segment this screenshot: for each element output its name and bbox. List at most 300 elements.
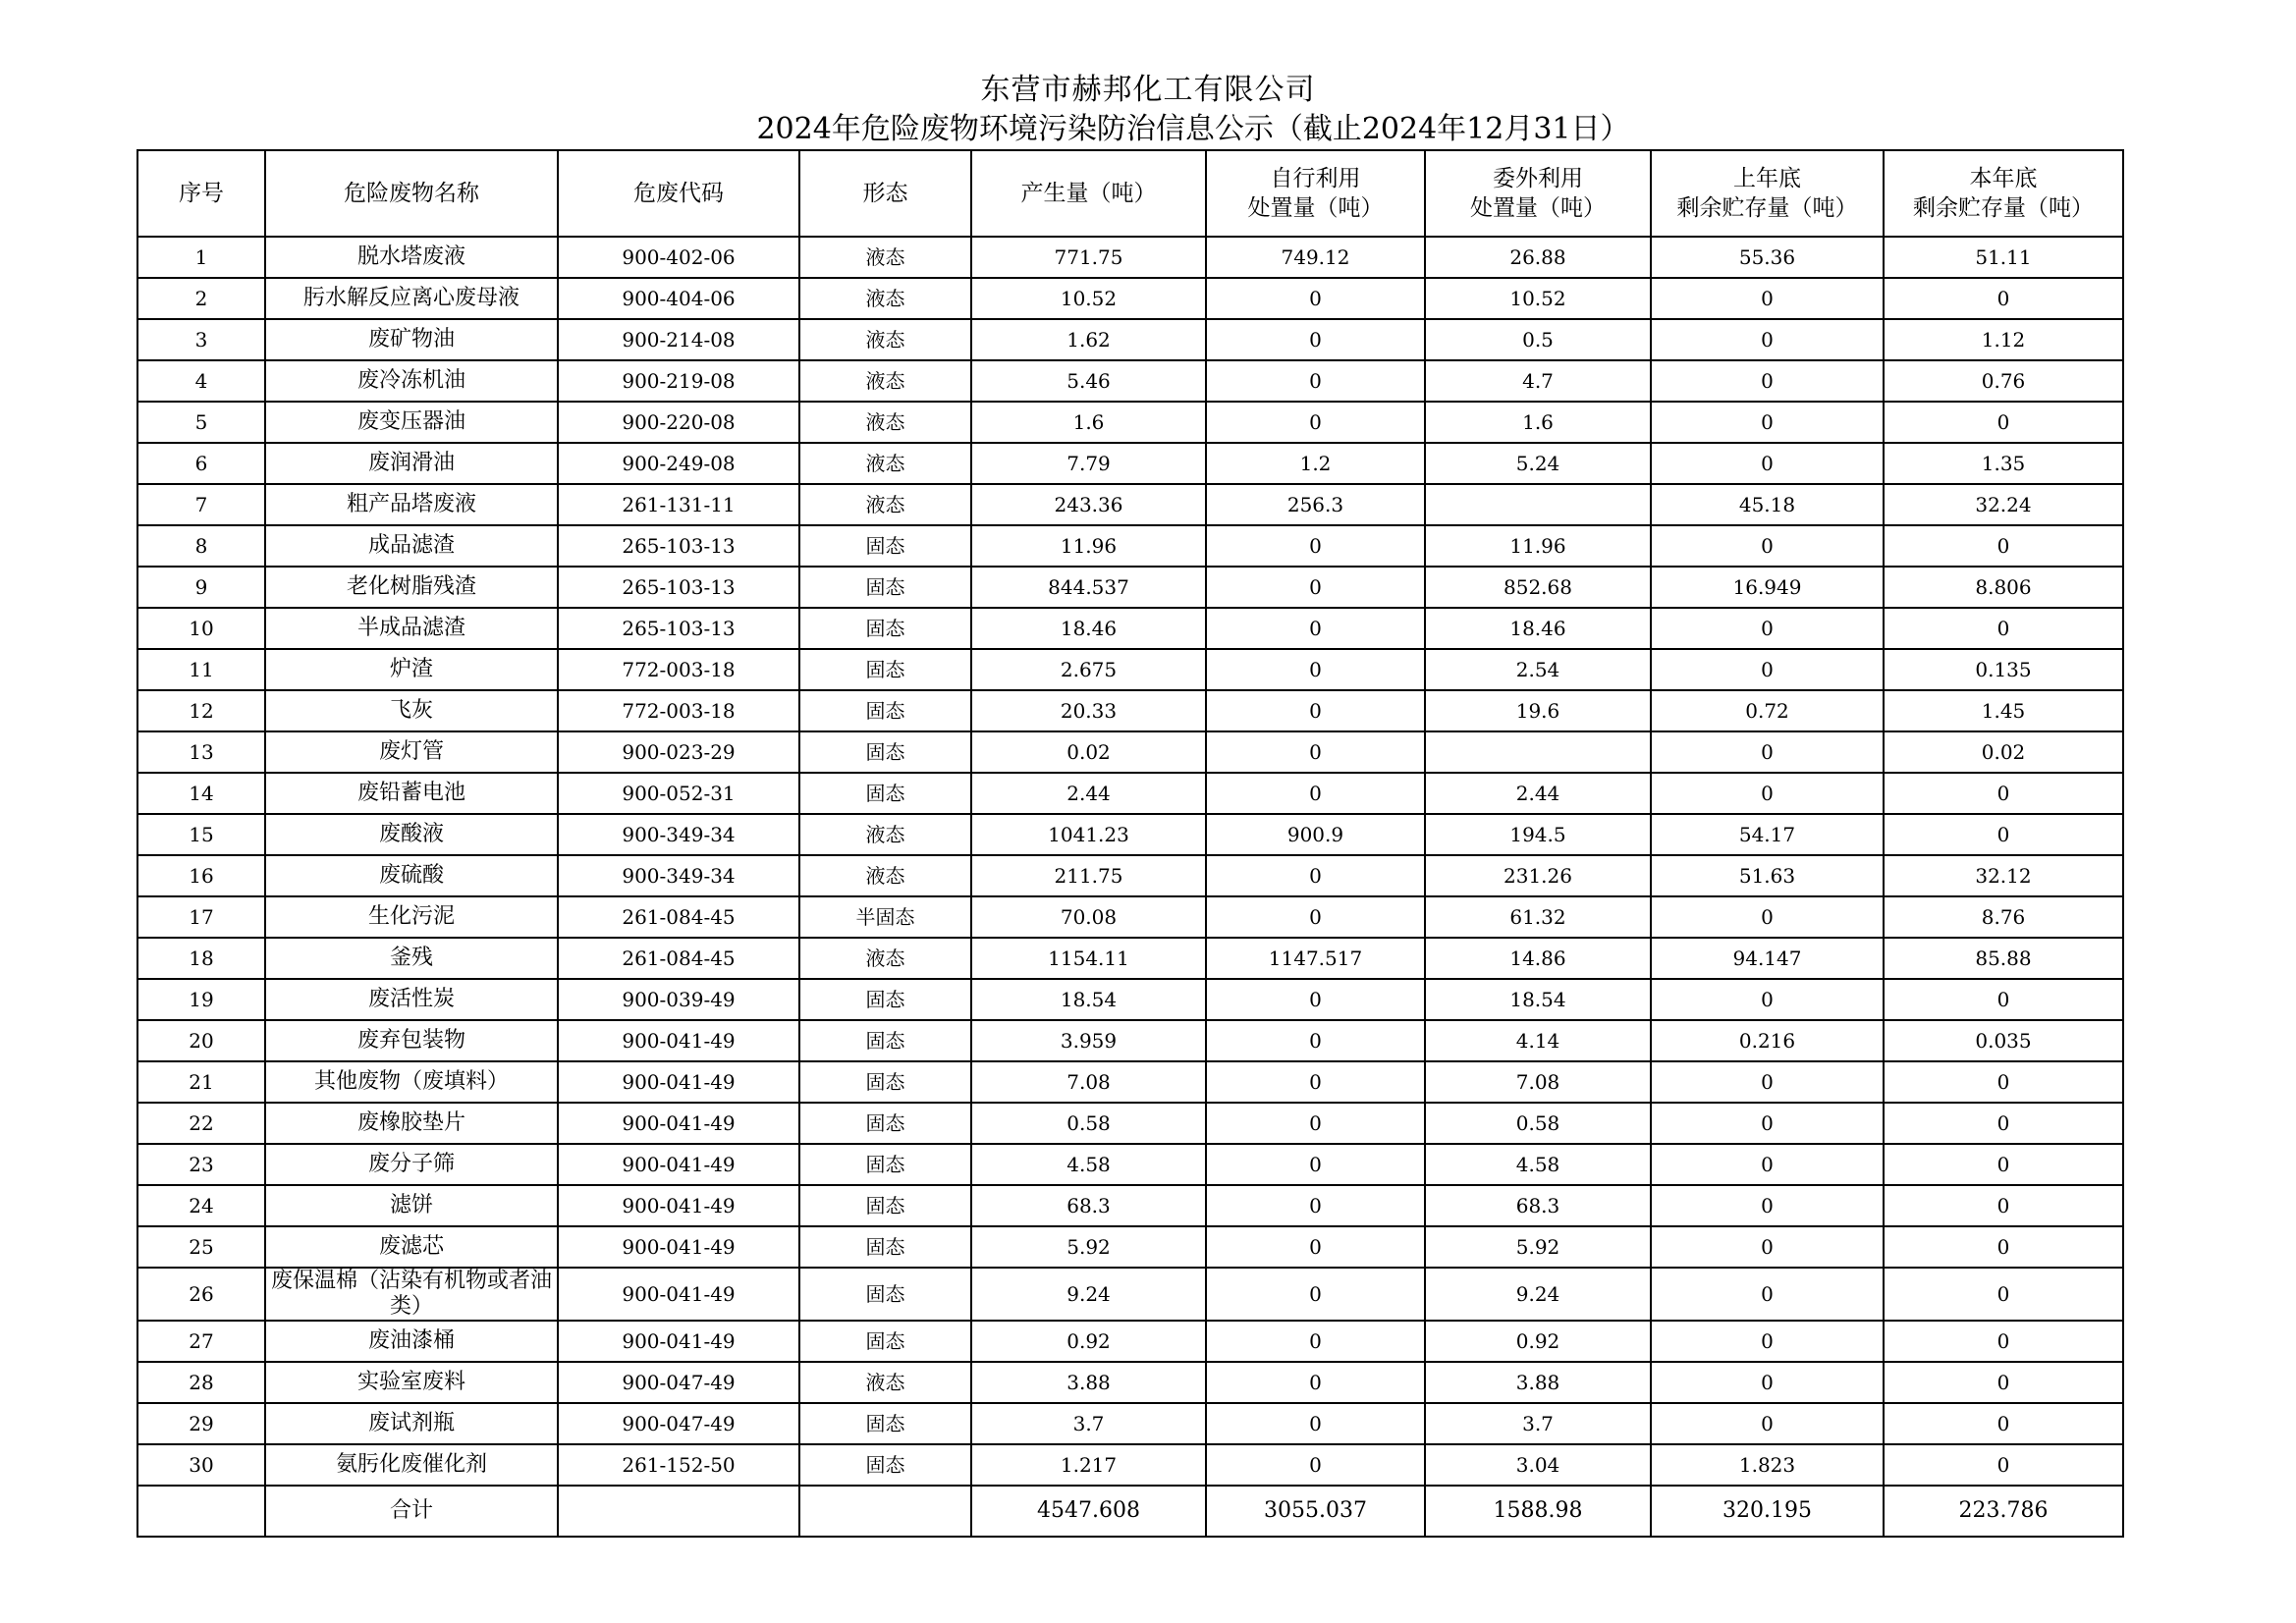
- waste-form: 液态: [799, 402, 971, 443]
- waste-name: 粗产品塔废液: [265, 484, 558, 525]
- waste-name: 废铅蓄电池: [265, 773, 558, 814]
- prev-stock-amount: 0: [1651, 1362, 1884, 1403]
- waste-name: 实验室废料: [265, 1362, 558, 1403]
- row-index: 5: [137, 402, 265, 443]
- waste-code: 261-084-45: [558, 938, 799, 979]
- total-outsourced: 1588.98: [1425, 1486, 1651, 1537]
- self-use-amount: 0: [1206, 1403, 1425, 1444]
- outsourced-amount: 4.58: [1425, 1144, 1651, 1185]
- prev-stock-amount: 0: [1651, 360, 1884, 402]
- row-index: 11: [137, 649, 265, 690]
- produced-amount: 771.75: [971, 237, 1206, 278]
- waste-code: 900-047-49: [558, 1362, 799, 1403]
- curr-stock-amount: 0: [1884, 1061, 2123, 1103]
- table-row: [137, 896, 2123, 938]
- waste-name: 半成品滤渣: [265, 608, 558, 649]
- outsourced-amount: 5.24: [1425, 443, 1651, 484]
- row-index: 8: [137, 525, 265, 567]
- produced-amount: 3.88: [971, 1362, 1206, 1403]
- self-use-amount: 0: [1206, 649, 1425, 690]
- waste-code: 900-041-49: [558, 1020, 799, 1061]
- waste-code: 261-084-45: [558, 896, 799, 938]
- outsourced-amount: 9.24: [1425, 1268, 1651, 1321]
- self-use-amount: 0: [1206, 567, 1425, 608]
- waste-name: 釜残: [265, 938, 558, 979]
- self-use-amount: 0: [1206, 1226, 1425, 1268]
- curr-stock-amount: 0: [1884, 608, 2123, 649]
- outsourced-amount: 3.04: [1425, 1444, 1651, 1486]
- outsourced-amount: 4.14: [1425, 1020, 1651, 1061]
- table-row: [137, 1061, 2123, 1103]
- row-index: 18: [137, 938, 265, 979]
- prev-stock-amount: 45.18: [1651, 484, 1884, 525]
- produced-amount: 0.02: [971, 731, 1206, 773]
- waste-name: 废灯管: [265, 731, 558, 773]
- row-index: 29: [137, 1403, 265, 1444]
- self-use-amount: 0: [1206, 1144, 1425, 1185]
- produced-amount: 20.33: [971, 690, 1206, 731]
- table-row: [137, 525, 2123, 567]
- self-use-amount: 0: [1206, 855, 1425, 896]
- waste-form: 固态: [799, 1061, 971, 1103]
- waste-code: 900-220-08: [558, 402, 799, 443]
- curr-stock-amount: 0: [1884, 1403, 2123, 1444]
- outsourced-amount: [1425, 731, 1651, 773]
- waste-form: 固态: [799, 1444, 971, 1486]
- waste-form: 固态: [799, 690, 971, 731]
- table-row: [137, 1144, 2123, 1185]
- curr-stock-amount: 0: [1884, 1268, 2123, 1321]
- table-row: [137, 1020, 2123, 1061]
- curr-stock-amount: 0.02: [1884, 731, 2123, 773]
- outsourced-amount: 7.08: [1425, 1061, 1651, 1103]
- total-form-cell: [799, 1486, 971, 1537]
- waste-code: 265-103-13: [558, 567, 799, 608]
- waste-name: 废矿物油: [265, 319, 558, 360]
- table-row: [137, 237, 2123, 278]
- prev-stock-amount: 0: [1651, 979, 1884, 1020]
- curr-stock-amount: 0: [1884, 278, 2123, 319]
- self-use-amount: 0: [1206, 731, 1425, 773]
- outsourced-amount: 852.68: [1425, 567, 1651, 608]
- curr-stock-amount: 0: [1884, 979, 2123, 1020]
- waste-name: 废滤芯: [265, 1226, 558, 1268]
- waste-code: 261-131-11: [558, 484, 799, 525]
- table-row: [137, 567, 2123, 608]
- report-subtitle: 2024年危险废物环境污染防治信息公示（截止2024年12月31日）: [756, 112, 1630, 146]
- curr-stock-amount: 32.12: [1884, 855, 2123, 896]
- waste-form: 固态: [799, 1268, 971, 1321]
- prev-stock-amount: 1.823: [1651, 1444, 1884, 1486]
- waste-form: 固态: [799, 1226, 971, 1268]
- waste-form: 固态: [799, 1020, 971, 1061]
- waste-code: 900-041-49: [558, 1268, 799, 1321]
- prev-stock-amount: 0.216: [1651, 1020, 1884, 1061]
- table-row: [137, 1362, 2123, 1403]
- total-index-cell: [137, 1486, 265, 1537]
- produced-amount: 5.46: [971, 360, 1206, 402]
- waste-form: 固态: [799, 1403, 971, 1444]
- waste-name: 废变压器油: [265, 402, 558, 443]
- produced-amount: 3.959: [971, 1020, 1206, 1061]
- outsourced-amount: 14.86: [1425, 938, 1651, 979]
- total-self-use: 3055.037: [1206, 1486, 1425, 1537]
- row-index: 16: [137, 855, 265, 896]
- self-use-amount: 256.3: [1206, 484, 1425, 525]
- table-row: [137, 938, 2123, 979]
- outsourced-amount: 0.92: [1425, 1321, 1651, 1362]
- table-row: [137, 649, 2123, 690]
- row-index: 26: [137, 1268, 265, 1321]
- produced-amount: 1041.23: [971, 814, 1206, 855]
- waste-form: 液态: [799, 938, 971, 979]
- table-row: [137, 1444, 2123, 1486]
- document-title-block: [0, 71, 2296, 149]
- table-row: [137, 1403, 2123, 1444]
- waste-form: 液态: [799, 1362, 971, 1403]
- curr-stock-amount: 0: [1884, 1226, 2123, 1268]
- self-use-amount: 0: [1206, 690, 1425, 731]
- outsourced-amount: 0.58: [1425, 1103, 1651, 1144]
- waste-code: 900-023-29: [558, 731, 799, 773]
- outsourced-amount: 1.6: [1425, 402, 1651, 443]
- curr-stock-amount: 0: [1884, 773, 2123, 814]
- waste-form: 固态: [799, 1185, 971, 1226]
- prev-stock-amount: 0: [1651, 1103, 1884, 1144]
- produced-amount: 1154.11: [971, 938, 1206, 979]
- header-curr-stock: 本年底 剩余贮存量（吨）: [1884, 150, 2123, 237]
- table-row: [137, 402, 2123, 443]
- waste-code: 900-039-49: [558, 979, 799, 1020]
- waste-name: 滤饼: [265, 1185, 558, 1226]
- waste-name: 废油漆桶: [265, 1321, 558, 1362]
- waste-code: 900-349-34: [558, 814, 799, 855]
- waste-form: 液态: [799, 814, 971, 855]
- produced-amount: 1.217: [971, 1444, 1206, 1486]
- waste-name: 废酸液: [265, 814, 558, 855]
- row-index: 23: [137, 1144, 265, 1185]
- outsourced-amount: 4.7: [1425, 360, 1651, 402]
- curr-stock-amount: 0.035: [1884, 1020, 2123, 1061]
- curr-stock-amount: 51.11: [1884, 237, 2123, 278]
- prev-stock-amount: 0: [1651, 525, 1884, 567]
- waste-code: 261-152-50: [558, 1444, 799, 1486]
- row-index: 4: [137, 360, 265, 402]
- outsourced-amount: 5.92: [1425, 1226, 1651, 1268]
- self-use-amount: 0: [1206, 979, 1425, 1020]
- produced-amount: 1.62: [971, 319, 1206, 360]
- row-index: 3: [137, 319, 265, 360]
- self-use-amount: 0: [1206, 1185, 1425, 1226]
- waste-name: 成品滤渣: [265, 525, 558, 567]
- outsourced-amount: 2.44: [1425, 773, 1651, 814]
- self-use-amount: 749.12: [1206, 237, 1425, 278]
- waste-code: 900-349-34: [558, 855, 799, 896]
- row-index: 24: [137, 1185, 265, 1226]
- row-index: 9: [137, 567, 265, 608]
- table-row: [137, 484, 2123, 525]
- curr-stock-amount: 1.12: [1884, 319, 2123, 360]
- waste-code: 900-041-49: [558, 1061, 799, 1103]
- produced-amount: 70.08: [971, 896, 1206, 938]
- prev-stock-amount: 0: [1651, 731, 1884, 773]
- row-index: 13: [137, 731, 265, 773]
- outsourced-amount: 18.46: [1425, 608, 1651, 649]
- prev-stock-amount: 0.72: [1651, 690, 1884, 731]
- row-index: 19: [137, 979, 265, 1020]
- produced-amount: 243.36: [971, 484, 1206, 525]
- prev-stock-amount: 0: [1651, 1144, 1884, 1185]
- prev-stock-amount: 0: [1651, 278, 1884, 319]
- waste-code: 900-052-31: [558, 773, 799, 814]
- waste-name: 废活性炭: [265, 979, 558, 1020]
- row-index: 27: [137, 1321, 265, 1362]
- produced-amount: 1.6: [971, 402, 1206, 443]
- total-label: 合计: [265, 1486, 558, 1537]
- waste-form: 固态: [799, 773, 971, 814]
- row-index: 20: [137, 1020, 265, 1061]
- curr-stock-amount: 0: [1884, 1321, 2123, 1362]
- prev-stock-amount: 0: [1651, 1268, 1884, 1321]
- prev-stock-amount: 54.17: [1651, 814, 1884, 855]
- prev-stock-amount: 51.63: [1651, 855, 1884, 896]
- produced-amount: 7.79: [971, 443, 1206, 484]
- waste-form: 固态: [799, 1321, 971, 1362]
- prev-stock-amount: 0: [1651, 608, 1884, 649]
- row-index: 15: [137, 814, 265, 855]
- waste-form: 固态: [799, 649, 971, 690]
- table-row: [137, 443, 2123, 484]
- prev-stock-amount: 0: [1651, 1321, 1884, 1362]
- prev-stock-amount: 0: [1651, 402, 1884, 443]
- self-use-amount: 0: [1206, 1362, 1425, 1403]
- produced-amount: 68.3: [971, 1185, 1206, 1226]
- curr-stock-amount: 0: [1884, 1444, 2123, 1486]
- curr-stock-amount: 0.76: [1884, 360, 2123, 402]
- waste-name: 其他废物（废填料）: [265, 1061, 558, 1103]
- produced-amount: 18.46: [971, 608, 1206, 649]
- waste-name: 废润滑油: [265, 443, 558, 484]
- self-use-amount: 1.2: [1206, 443, 1425, 484]
- row-index: 1: [137, 237, 265, 278]
- waste-form: 液态: [799, 443, 971, 484]
- row-index: 12: [137, 690, 265, 731]
- waste-form: 液态: [799, 484, 971, 525]
- curr-stock-amount: 8.806: [1884, 567, 2123, 608]
- waste-name: 废试剂瓶: [265, 1403, 558, 1444]
- waste-name: 废保温棉（沾染有机物或者油类）: [265, 1268, 558, 1321]
- waste-code: 900-041-49: [558, 1321, 799, 1362]
- table-row: [137, 1185, 2123, 1226]
- table-row: [137, 773, 2123, 814]
- row-index: 2: [137, 278, 265, 319]
- waste-code: 772-003-18: [558, 690, 799, 731]
- row-index: 17: [137, 896, 265, 938]
- self-use-amount: 0: [1206, 319, 1425, 360]
- outsourced-amount: 0.5: [1425, 319, 1651, 360]
- hazardous-waste-table: [137, 149, 2124, 1538]
- header-form: 形态: [799, 150, 971, 237]
- waste-code: 900-041-49: [558, 1226, 799, 1268]
- prev-stock-amount: 16.949: [1651, 567, 1884, 608]
- waste-form: 液态: [799, 237, 971, 278]
- header-index: 序号: [137, 150, 265, 237]
- prev-stock-amount: 55.36: [1651, 237, 1884, 278]
- curr-stock-amount: 1.45: [1884, 690, 2123, 731]
- produced-amount: 0.92: [971, 1321, 1206, 1362]
- waste-code: 265-103-13: [558, 525, 799, 567]
- curr-stock-amount: 0: [1884, 402, 2123, 443]
- waste-name: 废弃包装物: [265, 1020, 558, 1061]
- waste-code: 900-404-06: [558, 278, 799, 319]
- table-row: [137, 1268, 2123, 1321]
- outsourced-amount: 231.26: [1425, 855, 1651, 896]
- curr-stock-amount: 8.76: [1884, 896, 2123, 938]
- row-index: 14: [137, 773, 265, 814]
- outsourced-amount: 18.54: [1425, 979, 1651, 1020]
- self-use-amount: 0: [1206, 773, 1425, 814]
- produced-amount: 2.675: [971, 649, 1206, 690]
- self-use-amount: 900.9: [1206, 814, 1425, 855]
- waste-form: 固态: [799, 608, 971, 649]
- curr-stock-amount: 85.88: [1884, 938, 2123, 979]
- header-name: 危险废物名称: [265, 150, 558, 237]
- produced-amount: 4.58: [971, 1144, 1206, 1185]
- total-row: [137, 1486, 2123, 1537]
- produced-amount: 0.58: [971, 1103, 1206, 1144]
- waste-code: 900-249-08: [558, 443, 799, 484]
- row-index: 6: [137, 443, 265, 484]
- table-row: [137, 814, 2123, 855]
- outsourced-amount: 3.88: [1425, 1362, 1651, 1403]
- self-use-amount: 0: [1206, 1444, 1425, 1486]
- produced-amount: 2.44: [971, 773, 1206, 814]
- waste-name: 废硫酸: [265, 855, 558, 896]
- row-index: 30: [137, 1444, 265, 1486]
- self-use-amount: 0: [1206, 1268, 1425, 1321]
- waste-code: 900-041-49: [558, 1103, 799, 1144]
- self-use-amount: 0: [1206, 278, 1425, 319]
- waste-form: 液态: [799, 360, 971, 402]
- produced-amount: 844.537: [971, 567, 1206, 608]
- produced-amount: 5.92: [971, 1226, 1206, 1268]
- prev-stock-amount: 0: [1651, 1061, 1884, 1103]
- outsourced-amount: 2.54: [1425, 649, 1651, 690]
- prev-stock-amount: 0: [1651, 319, 1884, 360]
- header-self-use: 自行利用 处置量（吨）: [1206, 150, 1425, 237]
- self-use-amount: 0: [1206, 1103, 1425, 1144]
- table-row: [137, 731, 2123, 773]
- waste-name: 飞灰: [265, 690, 558, 731]
- outsourced-amount: 10.52: [1425, 278, 1651, 319]
- outsourced-amount: [1425, 484, 1651, 525]
- waste-name: 脱水塔废液: [265, 237, 558, 278]
- curr-stock-amount: 0: [1884, 1144, 2123, 1185]
- row-index: 10: [137, 608, 265, 649]
- waste-code: 900-214-08: [558, 319, 799, 360]
- produced-amount: 7.08: [971, 1061, 1206, 1103]
- waste-name: 生化污泥: [265, 896, 558, 938]
- self-use-amount: 0: [1206, 1020, 1425, 1061]
- row-index: 25: [137, 1226, 265, 1268]
- self-use-amount: 0: [1206, 1321, 1425, 1362]
- curr-stock-amount: 0: [1884, 1185, 2123, 1226]
- self-use-amount: 0: [1206, 896, 1425, 938]
- waste-code: 265-103-13: [558, 608, 799, 649]
- waste-form: 固态: [799, 979, 971, 1020]
- outsourced-amount: 11.96: [1425, 525, 1651, 567]
- total-code-cell: [558, 1486, 799, 1537]
- table-header-row: [137, 150, 2123, 237]
- prev-stock-amount: 0: [1651, 1403, 1884, 1444]
- curr-stock-amount: 0: [1884, 525, 2123, 567]
- outsourced-amount: 3.7: [1425, 1403, 1651, 1444]
- waste-form: 液态: [799, 855, 971, 896]
- prev-stock-amount: 0: [1651, 649, 1884, 690]
- waste-form: 固态: [799, 1144, 971, 1185]
- prev-stock-amount: 0: [1651, 1226, 1884, 1268]
- waste-form: 半固态: [799, 896, 971, 938]
- header-code: 危废代码: [558, 150, 799, 237]
- total-prev-stock: 320.195: [1651, 1486, 1884, 1537]
- waste-form: 液态: [799, 319, 971, 360]
- waste-form: 固态: [799, 731, 971, 773]
- header-produced: 产生量（吨）: [971, 150, 1206, 237]
- waste-code: 900-041-49: [558, 1144, 799, 1185]
- prev-stock-amount: 0: [1651, 896, 1884, 938]
- header-outsourced: 委外利用 处置量（吨）: [1425, 150, 1651, 237]
- waste-code: 772-003-18: [558, 649, 799, 690]
- waste-name: 炉渣: [265, 649, 558, 690]
- table-row: [137, 608, 2123, 649]
- table-row: [137, 1321, 2123, 1362]
- table-row: [137, 855, 2123, 896]
- self-use-amount: 0: [1206, 608, 1425, 649]
- produced-amount: 9.24: [971, 1268, 1206, 1321]
- self-use-amount: 0: [1206, 525, 1425, 567]
- row-index: 21: [137, 1061, 265, 1103]
- waste-form: 液态: [799, 278, 971, 319]
- produced-amount: 18.54: [971, 979, 1206, 1020]
- self-use-amount: 0: [1206, 402, 1425, 443]
- table-row: [137, 278, 2123, 319]
- curr-stock-amount: 0: [1884, 814, 2123, 855]
- waste-form: 固态: [799, 1103, 971, 1144]
- waste-name: 废橡胶垫片: [265, 1103, 558, 1144]
- waste-name: 氨肟化废催化剂: [265, 1444, 558, 1486]
- prev-stock-amount: 0: [1651, 443, 1884, 484]
- waste-code: 900-047-49: [558, 1403, 799, 1444]
- total-produced: 4547.608: [971, 1486, 1206, 1537]
- waste-code: 900-219-08: [558, 360, 799, 402]
- self-use-amount: 1147.517: [1206, 938, 1425, 979]
- outsourced-amount: 194.5: [1425, 814, 1651, 855]
- outsourced-amount: 26.88: [1425, 237, 1651, 278]
- waste-name: 肟水解反应离心废母液: [265, 278, 558, 319]
- waste-name: 废冷冻机油: [265, 360, 558, 402]
- total-curr-stock: 223.786: [1884, 1486, 2123, 1537]
- curr-stock-amount: 0: [1884, 1362, 2123, 1403]
- table-row: [137, 319, 2123, 360]
- prev-stock-amount: 0: [1651, 1185, 1884, 1226]
- self-use-amount: 0: [1206, 1061, 1425, 1103]
- waste-form: 固态: [799, 525, 971, 567]
- produced-amount: 11.96: [971, 525, 1206, 567]
- waste-code: 900-402-06: [558, 237, 799, 278]
- produced-amount: 3.7: [971, 1403, 1206, 1444]
- table-row: [137, 360, 2123, 402]
- row-index: 22: [137, 1103, 265, 1144]
